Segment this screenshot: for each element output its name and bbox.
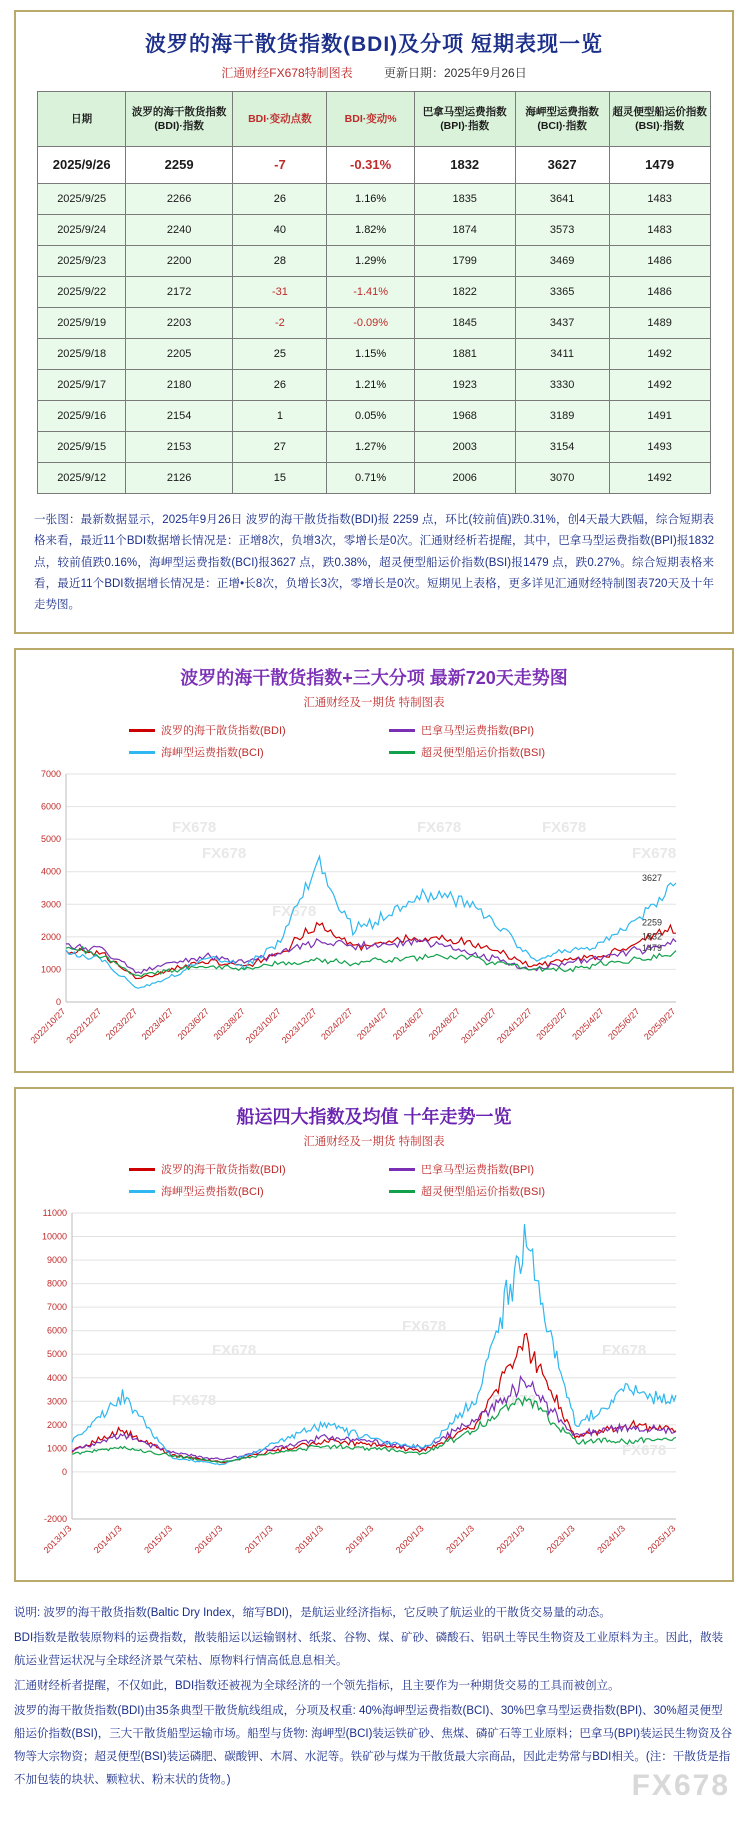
svg-text:6000: 6000 [46, 1326, 67, 1337]
cell-bsi: 1493 [609, 432, 710, 463]
svg-text:1000: 1000 [46, 1443, 67, 1454]
cell-bdi: 2200 [125, 246, 233, 277]
chart-10y-canvas [16, 1203, 732, 1580]
footer-notes [0, 1596, 748, 1822]
svg-text:2000: 2000 [40, 932, 61, 943]
cell-bci: 3154 [515, 432, 609, 463]
svg-text:2024/4/27: 2024/4/27 [354, 1006, 391, 1043]
svg-text:2018/1/3: 2018/1/3 [293, 1523, 326, 1556]
footer-line-2: 汇通财经析者提醒，不仅如此，BDI指数还被视为全球经济的一个领先指标，且主要作为一种期货交易的工具而被创立。 [14, 1680, 620, 1693]
cell-bpi: 1835 [414, 184, 515, 215]
cell-bsi: 1479 [609, 147, 710, 184]
table-row [38, 432, 710, 463]
cell-bdi: 2203 [125, 308, 233, 339]
svg-text:3000: 3000 [46, 1396, 67, 1407]
cell-bpi: 1822 [414, 277, 515, 308]
panel-subtitle [16, 62, 732, 91]
footer-line-3: 波罗的海干散货指数(BDI)由35条典型干散货航线组成，分项及权重: 40%海岬型运费指数(BCI)、30%巴拿马型运费指数(BPI)、30%超灵便型船运价指数(BSI)，三大干散货船型运输市场。船型与货物: 海岬型(BCI)装运铁矿砂、焦煤、磷矿石等工业原料；巴拿马(BPI)装运民生物资及谷物等大宗物资；超灵便型(BSI)装运磷肥、碳酸钾、木屑、水泥等。铁矿砂与煤为干散货最大宗商品，因此走势常与BDI相关。(注：干散货是指不加包装的块状、颗粒状、粉末状的货物。) [14, 1705, 733, 1787]
legend-label: 巴拿马型运费指数(BPI) [421, 1164, 535, 1177]
cell-bdi-pct: 0.71% [327, 463, 414, 494]
cell-bsi: 1492 [609, 370, 710, 401]
cell-bdi-change: 1 [233, 401, 327, 432]
svg-text:FX678: FX678 [492, 1392, 537, 1410]
svg-text:10000: 10000 [41, 1231, 67, 1242]
svg-text:4000: 4000 [40, 867, 61, 878]
legend-label: 超灵便型船运价指数(BSI) [421, 747, 546, 760]
svg-text:2022/12/27: 2022/12/27 [64, 1006, 104, 1046]
svg-text:3000: 3000 [40, 899, 61, 910]
legend-item [129, 1161, 359, 1177]
cell-date: 2025/9/26 [38, 147, 125, 184]
table-row [38, 339, 710, 370]
svg-text:2024/12/27: 2024/12/27 [494, 1006, 534, 1046]
svg-text:FX678: FX678 [542, 819, 587, 837]
legend-swatch [129, 1190, 155, 1193]
cell-bdi: 2153 [125, 432, 233, 463]
cell-bpi: 2003 [414, 432, 515, 463]
cell-bdi-pct: -1.41% [327, 277, 414, 308]
cell-date: 2025/9/17 [38, 370, 125, 401]
svg-text:2019/1/3: 2019/1/3 [343, 1523, 376, 1556]
svg-text:11000: 11000 [42, 1208, 67, 1219]
legend-item [389, 1183, 619, 1199]
col-bdi-pct: BDI·变动% [327, 92, 414, 147]
cell-bdi-change: 15 [233, 463, 327, 494]
cell-bdi: 2180 [125, 370, 233, 401]
cell-bpi: 1845 [414, 308, 515, 339]
cell-bci: 3070 [515, 463, 609, 494]
legend-label: 巴拿马型运费指数(BPI) [421, 725, 535, 738]
cell-bdi: 2172 [125, 277, 233, 308]
source-label: 汇通财经FX678特制图表 [221, 66, 353, 80]
page-title: 波罗的海干散货指数(BDI)及分项 短期表现一览 [145, 33, 603, 56]
cell-bdi: 2205 [125, 339, 233, 370]
legend-label: 海岬型运费指数(BCI) [161, 1186, 264, 1199]
svg-text:2015/1/3: 2015/1/3 [142, 1523, 175, 1556]
legend-swatch [389, 729, 415, 732]
table-row [38, 147, 710, 184]
svg-text:FX678: FX678 [212, 1342, 257, 1360]
svg-text:7000: 7000 [40, 769, 61, 780]
svg-text:2024/6/27: 2024/6/27 [390, 1006, 427, 1043]
svg-text:1000: 1000 [40, 964, 61, 975]
svg-text:FX678: FX678 [622, 1442, 667, 1460]
cell-date: 2025/9/25 [38, 184, 125, 215]
svg-text:2023/4/27: 2023/4/27 [139, 1006, 176, 1043]
table-row [38, 463, 710, 494]
chart-720d-legend [16, 716, 732, 764]
chart-10y-subtitle: 汇通财经及一期货 特制图表 [303, 1136, 445, 1149]
svg-text:FX678: FX678 [602, 1342, 647, 1360]
svg-text:8000: 8000 [46, 1278, 67, 1289]
col-bpi: 巴拿马型运费指数(BPI)·指数 [414, 92, 515, 147]
chart-720d-title: 波罗的海干散货指数+三大分项 最新720天走势图 [180, 668, 568, 689]
cell-bdi-pct: 1.27% [327, 432, 414, 463]
svg-text:2025/2/27: 2025/2/27 [534, 1006, 570, 1043]
cell-date: 2025/9/19 [38, 308, 125, 339]
svg-text:0: 0 [55, 997, 61, 1008]
table-row [38, 277, 710, 308]
cell-bci: 3365 [515, 277, 609, 308]
cell-bpi: 1923 [414, 370, 515, 401]
cell-bdi-change: 27 [233, 432, 327, 463]
cell-bci: 3469 [515, 246, 609, 277]
svg-text:FX678: FX678 [402, 1318, 447, 1336]
bdi-table-panel [14, 10, 734, 634]
svg-text:2025/6/27: 2025/6/27 [606, 1006, 642, 1043]
cell-bdi-change: -2 [233, 308, 327, 339]
cell-bdi-pct: 1.82% [327, 215, 414, 246]
chart-10y-legend [16, 1155, 732, 1203]
chart-10y-svg [22, 1205, 690, 1565]
cell-bci: 3189 [515, 401, 609, 432]
legend-swatch [389, 751, 415, 754]
cell-bci: 3330 [515, 370, 609, 401]
svg-text:-2000: -2000 [43, 1514, 67, 1525]
legend-item [389, 722, 619, 738]
chart-720d-svg [22, 766, 690, 1056]
cell-bsi: 1492 [609, 463, 710, 494]
svg-text:2016/1/3: 2016/1/3 [192, 1523, 225, 1556]
bdi-table [37, 91, 710, 494]
svg-text:FX678: FX678 [417, 819, 462, 837]
cell-date: 2025/9/15 [38, 432, 125, 463]
cell-date: 2025/9/18 [38, 339, 125, 370]
cell-bsi: 1483 [609, 184, 710, 215]
cell-bci: 3641 [515, 184, 609, 215]
svg-text:7000: 7000 [46, 1302, 67, 1313]
svg-text:FX678: FX678 [632, 845, 677, 863]
cell-bsi: 1492 [609, 339, 710, 370]
svg-text:2013/1/3: 2013/1/3 [41, 1523, 74, 1556]
cell-bsi: 1486 [609, 277, 710, 308]
cell-bdi-change: 40 [233, 215, 327, 246]
col-bdi: 波罗的海干散货指数(BDI)·指数 [125, 92, 233, 147]
svg-text:2023/1/3: 2023/1/3 [544, 1523, 577, 1556]
cell-bpi: 1799 [414, 246, 515, 277]
legend-item [129, 722, 359, 738]
table-row [38, 246, 710, 277]
svg-text:2024/10/27: 2024/10/27 [459, 1006, 499, 1046]
svg-text:2000: 2000 [46, 1420, 67, 1431]
cell-bdi-change: -31 [233, 277, 327, 308]
chart-10y-title: 船运四大指数及均值 十年走势一览 [236, 1107, 512, 1128]
cell-bsi: 1489 [609, 308, 710, 339]
svg-text:1832: 1832 [642, 931, 663, 942]
cell-bsi: 1486 [609, 246, 710, 277]
cell-bdi: 2266 [125, 184, 233, 215]
cell-bdi-change: 28 [233, 246, 327, 277]
cell-date: 2025/9/16 [38, 401, 125, 432]
svg-text:3627: 3627 [642, 873, 663, 884]
footer-line-0: 说明: 波罗的海干散货指数(Baltic Dry Index，缩写BDI)，是航运业经济指标，它反映了航运业的干散货交易量的动态。 [14, 1607, 611, 1620]
cell-bdi-change: 26 [233, 370, 327, 401]
col-bci: 海岬型运费指数(BCI)·指数 [515, 92, 609, 147]
svg-text:2024/8/27: 2024/8/27 [426, 1006, 463, 1043]
chart-720d-panel [14, 648, 734, 1073]
cell-bdi: 2126 [125, 463, 233, 494]
svg-text:2025/4/27: 2025/4/27 [570, 1006, 606, 1043]
cell-bdi-pct: 1.29% [327, 246, 414, 277]
summary-note: 一张图：最新数据显示，2025年9月26日 波罗的海干散货指数(BDI)报 2259 点，环比(较前值)跌0.31%，创4天最大跌幅，综合短期表格来看，最近11个BDI数据增长情况是：正增8次，负增3次，零增长是0次。汇通财经析若提醒，其中，巴拿马型运费指数(BPI)报1832 点，较前值跌0.16%，海岬型运费指数(BCI)报3627 点，跌0.38%，超灵便型船运价指数(BSI)报1479 点，跌0.27%。综合短期表格来看，最近11个BDI数据增长情况是：正增•长8次，负增长3次，零增长是0次。短期见上表格，更多详见汇通财经特制图表720天及十年走势图。 [34, 514, 714, 612]
cell-bsi: 1483 [609, 215, 710, 246]
table-row [38, 370, 710, 401]
legend-label: 海岬型运费指数(BCI) [161, 747, 264, 760]
cell-bci: 3573 [515, 215, 609, 246]
cell-bdi-change: -7 [233, 147, 327, 184]
svg-text:2023/8/27: 2023/8/27 [211, 1006, 247, 1043]
legend-swatch [129, 1168, 155, 1171]
update-date: 更新日期：2025年9月26日 [383, 66, 527, 80]
svg-text:2024/2/27: 2024/2/27 [319, 1006, 355, 1043]
cell-bpi: 1968 [414, 401, 515, 432]
legend-item [129, 1183, 359, 1199]
table-header-row [38, 92, 710, 147]
cell-bci: 3437 [515, 308, 609, 339]
col-bdi-change: BDI·变动点数 [233, 92, 327, 147]
legend-label: 超灵便型船运价指数(BSI) [421, 1186, 546, 1199]
svg-text:6000: 6000 [40, 801, 61, 812]
legend-swatch [389, 1168, 415, 1171]
table-row [38, 308, 710, 339]
cell-bci: 3411 [515, 339, 609, 370]
svg-text:2023/10/27: 2023/10/27 [243, 1006, 283, 1046]
cell-date: 2025/9/23 [38, 246, 125, 277]
cell-bpi: 1832 [414, 147, 515, 184]
svg-text:2024/1/3: 2024/1/3 [595, 1523, 628, 1556]
cell-bdi-pct: -0.09% [327, 308, 414, 339]
svg-text:9000: 9000 [46, 1255, 67, 1266]
cell-bdi-change: 26 [233, 184, 327, 215]
table-row [38, 401, 710, 432]
legend-item [129, 744, 359, 760]
footer-watermark: FX678 [631, 1769, 730, 1803]
svg-text:2023/12/27: 2023/12/27 [279, 1006, 319, 1046]
table-row [38, 184, 710, 215]
legend-item [389, 744, 619, 760]
cell-bsi: 1491 [609, 401, 710, 432]
svg-text:FX678: FX678 [202, 845, 247, 863]
legend-swatch [129, 751, 155, 754]
svg-text:5000: 5000 [46, 1349, 67, 1360]
svg-text:2023/2/27: 2023/2/27 [103, 1006, 140, 1043]
svg-text:2022/10/27: 2022/10/27 [28, 1006, 68, 1046]
table-row [38, 215, 710, 246]
svg-text:2017/1/3: 2017/1/3 [242, 1523, 275, 1556]
cell-bdi-pct: 1.15% [327, 339, 414, 370]
svg-text:1479: 1479 [642, 943, 663, 954]
cell-bdi: 2259 [125, 147, 233, 184]
cell-date: 2025/9/24 [38, 215, 125, 246]
svg-text:2022/1/3: 2022/1/3 [494, 1523, 527, 1556]
legend-label: 波罗的海干散货指数(BDI) [161, 1164, 286, 1177]
svg-text:4000: 4000 [46, 1373, 67, 1384]
svg-text:2023/6/27: 2023/6/27 [175, 1006, 211, 1043]
svg-text:0: 0 [61, 1467, 67, 1478]
cell-bdi-pct: 0.05% [327, 401, 414, 432]
cell-date: 2025/9/12 [38, 463, 125, 494]
cell-bdi: 2154 [125, 401, 233, 432]
cell-bpi: 1874 [414, 215, 515, 246]
cell-bdi-pct: -0.31% [327, 147, 414, 184]
svg-text:FX678: FX678 [172, 1392, 217, 1410]
legend-swatch [129, 729, 155, 732]
chart-10y-panel [14, 1087, 734, 1582]
svg-text:2259: 2259 [642, 917, 663, 928]
svg-text:2014/1/3: 2014/1/3 [91, 1523, 124, 1556]
cell-bpi: 2006 [414, 463, 515, 494]
legend-label: 波罗的海干散货指数(BDI) [161, 725, 286, 738]
chart-720d-canvas [16, 764, 732, 1071]
col-date: 日期 [38, 92, 125, 147]
legend-swatch [389, 1190, 415, 1193]
page-root [0, 10, 748, 1822]
cell-bdi: 2240 [125, 215, 233, 246]
svg-text:2021/1/3: 2021/1/3 [444, 1523, 477, 1556]
cell-date: 2025/9/22 [38, 277, 125, 308]
col-bsi: 超灵便型船运价指数(BSI)·指数 [609, 92, 710, 147]
cell-bdi-pct: 1.21% [327, 370, 414, 401]
svg-text:FX678: FX678 [172, 819, 217, 837]
svg-text:FX678: FX678 [272, 903, 317, 921]
cell-bpi: 1881 [414, 339, 515, 370]
cell-bdi-change: 25 [233, 339, 327, 370]
svg-text:2025/9/27: 2025/9/27 [642, 1006, 678, 1043]
svg-text:2020/1/3: 2020/1/3 [393, 1523, 426, 1556]
svg-text:2025/1/3: 2025/1/3 [645, 1523, 678, 1556]
cell-bci: 3627 [515, 147, 609, 184]
footer-line-1: BDI指数是散装原物料的运费指数，散装船运以运输钢材、纸浆、谷物、煤、矿砂、磷酸石、铝矾土等民生物资及工业原料为主。因此，散装航运业营运状况与全球经济景气荣枯、原物料行情高低息息相关。 [14, 1632, 724, 1668]
svg-text:5000: 5000 [40, 834, 61, 845]
chart-720d-subtitle: 汇通财经及一期货 特制图表 [303, 697, 445, 710]
cell-bdi-pct: 1.16% [327, 184, 414, 215]
legend-item [389, 1161, 619, 1177]
